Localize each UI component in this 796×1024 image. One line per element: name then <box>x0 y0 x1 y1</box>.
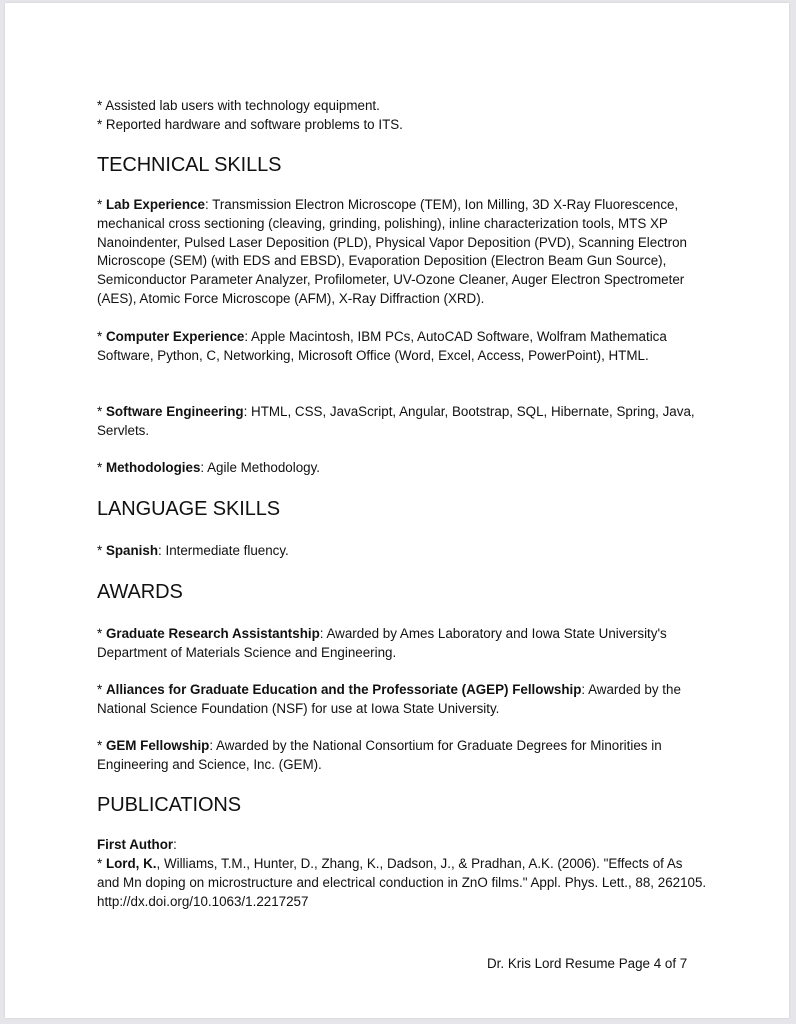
skill-text: : HTML, CSS, JavaScript, Angular, Bootstrap, SQL, Hibernate, Spring, Java, Servlets. <box>97 404 695 438</box>
bullet-prefix: * <box>97 543 106 558</box>
bullet-prefix: * <box>97 626 106 641</box>
section-heading-language-skills: LANGUAGE SKILLS <box>97 498 281 520</box>
first-author-heading: First Author <box>97 837 174 852</box>
award-text: : Awarded by the National Science Foundation (NSF) for use at Iowa State University. <box>97 682 681 716</box>
award-agep-fellowship <box>97 681 707 719</box>
section-heading-awards: AWARDS <box>97 581 183 603</box>
bullet-prefix: * <box>97 682 106 697</box>
award-label: GEM Fellowship <box>105 738 210 753</box>
bullet-prefix: * <box>97 404 106 419</box>
award-label: Graduate Research Assistantship <box>105 626 320 641</box>
bullet-reported-problems: * Reported hardware and software problems to ITS. <box>97 117 403 132</box>
first-author-colon: : <box>173 837 177 852</box>
skill-label: Methodologies <box>105 460 201 475</box>
award-gem-fellowship <box>97 737 707 775</box>
skill-label: Computer Experience <box>105 329 245 344</box>
bullet-prefix: * <box>97 856 106 871</box>
bullet-prefix: * <box>97 738 106 753</box>
language-text: : Intermediate fluency. <box>158 543 289 558</box>
skill-lab-experience <box>97 196 707 309</box>
page-footer: Dr. Kris Lord Resume Page 4 of 7 <box>487 956 688 971</box>
publication-citation: , Williams, T.M., Hunter, D., Zhang, K., Dadson, J., & Pradhan, A.K. (2006). "Effects of As and Mn doping on microstructure and electrical conduction in ZnO films." Appl. Phys. Lett., 88, 262105. http://dx.doi.org/10.1063/1.2217257 <box>97 856 707 909</box>
award-graduate-research-assistantship <box>97 625 707 663</box>
language-label: Spanish <box>105 543 159 558</box>
skill-software-engineering <box>97 403 707 441</box>
skill-text: : Apple Macintosh, IBM PCs, AutoCAD Software, Wolfram Mathematica Software, Python, C, Networking, Microsoft Office (Word, Excel, Access, PowerPoint), HTML. <box>97 329 667 363</box>
award-text: : Awarded by the National Consortium for Graduate Degrees for Minorities in Engineering and Science, Inc. (GEM). <box>97 738 662 772</box>
skill-label: Software Engineering <box>105 404 244 419</box>
skill-text: : Agile Methodology. <box>200 460 321 475</box>
resume-page <box>5 3 789 1018</box>
bullet-prefix: * <box>97 197 106 212</box>
bullet-prefix: * <box>97 460 106 475</box>
bullet-prefix: * <box>97 329 106 344</box>
section-heading-publications: PUBLICATIONS <box>97 794 242 816</box>
skill-computer-experience <box>97 328 707 366</box>
skill-text: : Transmission Electron Microscope (TEM), Ion Milling, 3D X-Ray Fluorescence, mechanical cross sectioning (cleaving, grinding, polishing), inline characterization tools, MTS XP Nanoindenter, Pulsed Laser Deposition (PLD), Physical Vapor Deposition (PVD), Scanning Electron Microscope (SEM) (with EDS and EBSD), Evaporation Deposition (Electron Beam Gun Source), Semiconductor Parameter Analyzer, Profilometer, UV-Ozone Cleaner, Auger Electron Spectrometer (AES), Atomic Force Microscope (AFM), X-Ray Diffraction (XRD). <box>97 197 687 306</box>
section-heading-technical-skills: TECHNICAL SKILLS <box>97 154 282 176</box>
bullet-assisted-lab: * Assisted lab users with technology equipment. <box>97 98 380 113</box>
skill-label: Lab Experience <box>105 197 205 212</box>
language-spanish <box>97 542 707 561</box>
publication-author: Lord, K. <box>105 856 157 871</box>
publications-first-author-label <box>97 836 177 855</box>
award-text: : Awarded by Ames Laboratory and Iowa State University's Department of Materials Science and Engineering. <box>97 626 667 660</box>
skill-methodologies <box>97 459 707 478</box>
award-label: Alliances for Graduate Education and the Professoriate (AGEP) Fellowship <box>105 682 582 697</box>
publication-entry <box>97 855 707 911</box>
